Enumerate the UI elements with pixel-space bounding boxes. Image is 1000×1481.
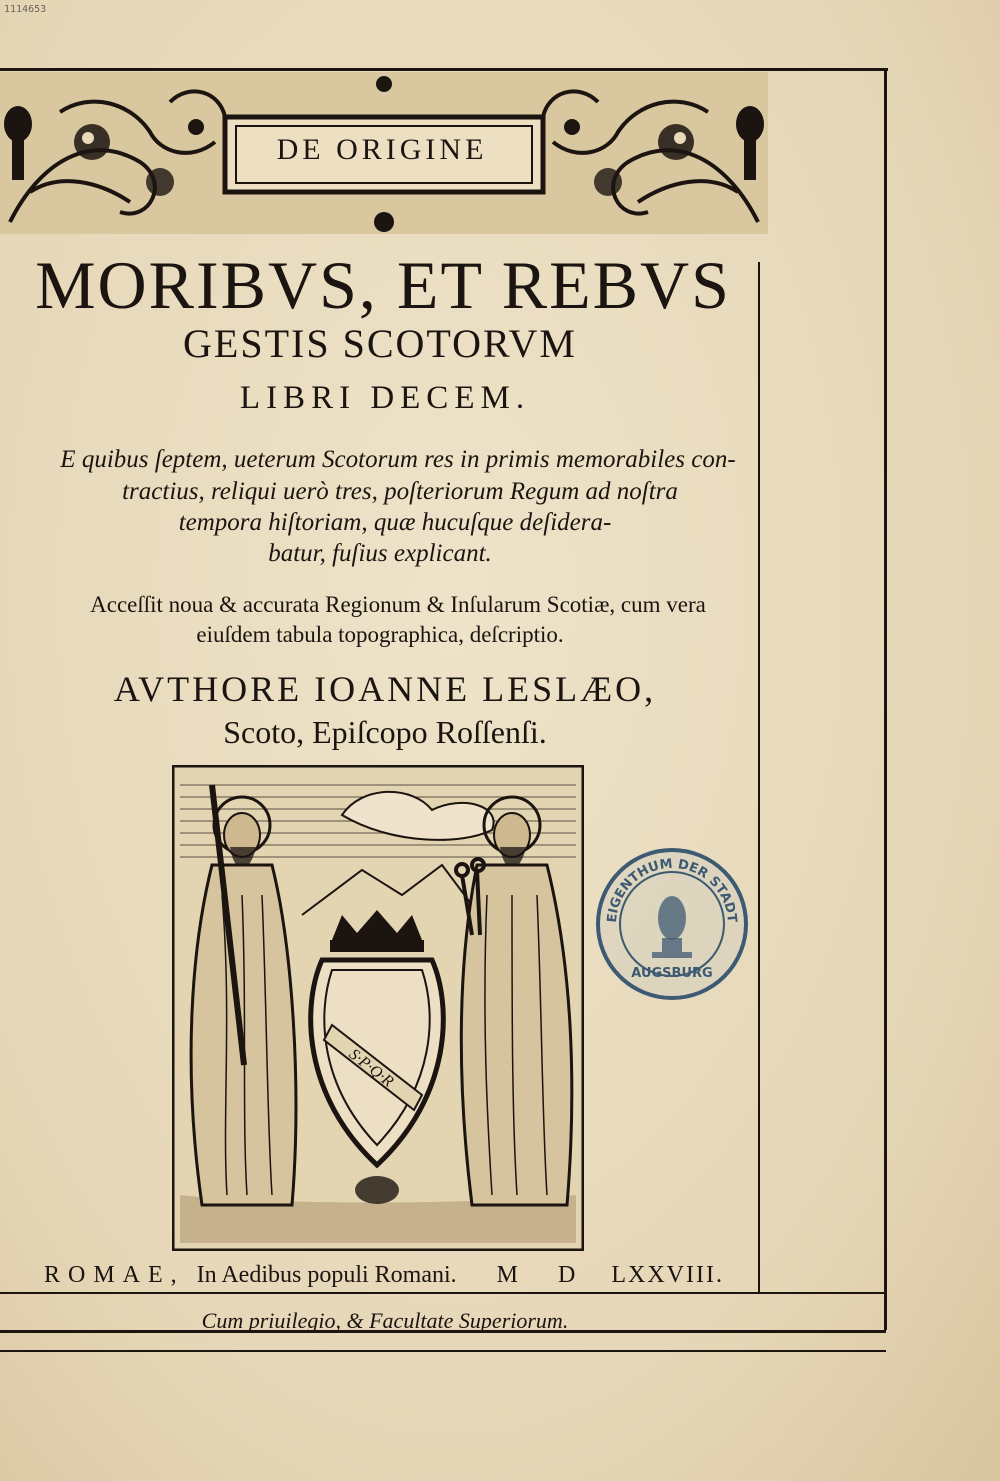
addition-line: Acceſſit noua & accurata Regionum & Inſularum Scotiæ, cum vera	[90, 592, 706, 617]
imprint-line	[44, 1262, 724, 1289]
subtitle-line: tempora hiſtoriam, quæ hucuſque deſidera-	[178, 509, 612, 536]
subtitle-line: batur, fuſius explicant.	[268, 540, 492, 567]
imprint-year-m: M	[496, 1262, 519, 1288]
shelf-mark: 1114653	[4, 4, 47, 15]
title-line-3: LIBRI DECEM.	[239, 380, 531, 416]
title-line-2: GESTIS SCOTORVM	[183, 321, 577, 366]
stamp-ring-text: EIGENTHUM DER STADT	[604, 856, 740, 924]
border-right-rule	[884, 68, 887, 1330]
headpiece-title: DE ORIGINE	[276, 133, 488, 166]
subtitle-line: tractius, reliqui uerò tres, poſteriorum Regum ad noſtra	[122, 478, 678, 505]
stamp-center-text: AUGSBURG	[631, 966, 713, 981]
imprint-printer: In Aedibus populi Romani.	[196, 1262, 457, 1288]
imprint-place: ROMAE,	[44, 1262, 185, 1288]
addition-line: eiuſdem tabula topographica, deſcriptio.	[196, 622, 564, 647]
author-line-2: Scoto, Epiſcopo Roſſenſi.	[223, 714, 547, 750]
library-stamp	[592, 844, 752, 1004]
title-line-1: MORIBVS, ET REBVS	[35, 247, 731, 323]
woodcut-illustration	[172, 765, 584, 1251]
inner-right-rule	[758, 262, 760, 1292]
shield-banner-text: S·P·Q·R	[345, 1045, 397, 1091]
subtitle-line: E quibus ſeptem, ueterum Scotorum res in primis memorabiles con-	[60, 446, 736, 473]
border-top-rule	[0, 68, 888, 71]
author-line-1: AVTHORE IOANNE LESLÆO,	[113, 669, 657, 709]
bottom-rule-2	[0, 1350, 886, 1352]
imprint-year-d: D	[558, 1262, 576, 1288]
imprint-rule	[0, 1292, 886, 1294]
imprint-year-lxxviii: LXXVIII.	[611, 1262, 724, 1288]
privilege-line: Cum priuilegio, & Facultate Superiorum.	[201, 1308, 569, 1333]
